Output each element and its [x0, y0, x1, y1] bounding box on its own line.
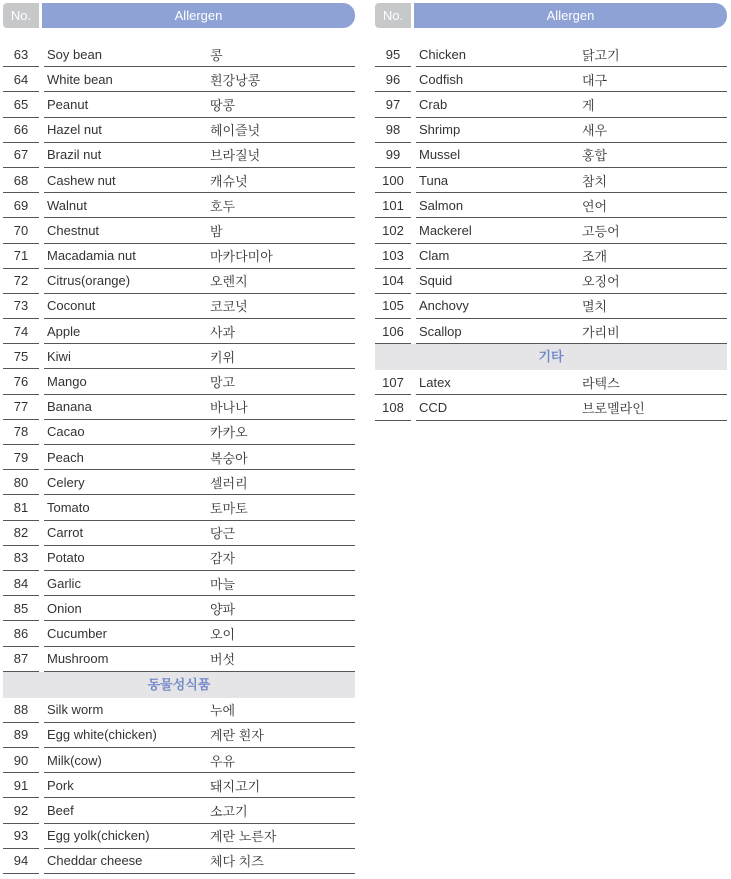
row-number: 89 [3, 723, 39, 748]
allergen-korean: 닭고기 [582, 47, 620, 63]
allergen-english: Mackerel [419, 222, 472, 238]
allergen-english: Soy bean [47, 46, 102, 62]
row-number: 99 [375, 143, 411, 168]
row-cells [416, 269, 727, 294]
allergen-english: Macadamia nut [47, 248, 136, 264]
section-heading: 동물성식품 [3, 672, 355, 698]
allergen-english: Carrot [47, 525, 84, 541]
allergen-korean: 계란 흰자 [210, 728, 264, 744]
row-number: 67 [3, 143, 39, 168]
allergen-english: Egg yolk(chicken) [47, 828, 150, 844]
allergen-english: Peach [47, 449, 84, 465]
allergen-korean: 조개 [582, 249, 608, 265]
row-number: 81 [3, 495, 39, 520]
table-row [3, 521, 355, 546]
row-cells [416, 319, 727, 344]
allergen-korean: 키위 [210, 349, 236, 365]
allergen-korean: 밤 [210, 223, 223, 239]
row-number: 88 [3, 698, 39, 723]
row-number: 84 [3, 571, 39, 596]
row-cells [44, 521, 355, 546]
table-row [375, 168, 727, 193]
table-row [3, 118, 355, 143]
allergen-english: Cashew nut [47, 172, 116, 188]
allergen-korean: 돼지고기 [210, 778, 261, 794]
allergen-english: Beef [47, 803, 74, 819]
row-number: 65 [3, 92, 39, 117]
row-cells [44, 319, 355, 344]
allergen-english: Silk worm [47, 702, 104, 718]
allergen-english: Tomato [47, 499, 90, 515]
row-number: 103 [375, 244, 411, 269]
table-row [3, 193, 355, 218]
allergen-english: Cacao [47, 424, 85, 440]
table-row [3, 269, 355, 294]
rows-group [375, 370, 727, 420]
table-row [375, 42, 727, 67]
row-cells [416, 395, 727, 420]
allergen-english: Mango [47, 374, 87, 390]
row-cells [44, 824, 355, 849]
row-cells [416, 168, 727, 193]
row-number: 83 [3, 546, 39, 571]
row-number: 64 [3, 67, 39, 92]
allergen-korean: 양파 [210, 601, 236, 617]
allergen-english: Walnut [47, 197, 87, 213]
row-cells [44, 621, 355, 646]
row-number: 107 [375, 370, 411, 395]
table-row [3, 546, 355, 571]
row-cells [44, 571, 355, 596]
row-cells [44, 244, 355, 269]
row-cells [44, 420, 355, 445]
allergen-english: Scallop [419, 323, 462, 339]
allergen-table-left [3, 3, 355, 874]
allergen-korean: 새우 [582, 123, 608, 139]
table-row [3, 395, 355, 420]
row-number: 106 [375, 319, 411, 344]
row-cells [44, 798, 355, 823]
allergen-english: Coconut [47, 298, 96, 314]
row-number: 93 [3, 824, 39, 849]
table-row [3, 596, 355, 621]
allergen-korean: 마늘 [210, 576, 236, 592]
row-cells [44, 723, 355, 748]
section-heading: 기타 [375, 344, 727, 370]
row-cells [416, 370, 727, 395]
row-cells [416, 218, 727, 243]
row-cells [416, 42, 727, 67]
allergen-english: Peanut [47, 96, 89, 112]
table-row [375, 143, 727, 168]
row-cells [44, 118, 355, 143]
table-row [3, 92, 355, 117]
row-number: 104 [375, 269, 411, 294]
allergen-english: Salmon [419, 197, 464, 213]
table-row [375, 294, 727, 319]
allergen-english: Celery [47, 474, 85, 490]
row-cells [44, 470, 355, 495]
allergen-korean: 카카오 [210, 425, 248, 441]
allergen-english: Egg white(chicken) [47, 727, 157, 743]
row-number: 96 [375, 67, 411, 92]
allergen-korean: 고등어 [582, 223, 620, 239]
allergen-korean: 바나나 [210, 400, 248, 416]
allergen-english: Shrimp [419, 122, 461, 138]
table-row [375, 218, 727, 243]
allergen-english: Cheddar cheese [47, 853, 143, 869]
table-row [375, 118, 727, 143]
row-number: 98 [375, 118, 411, 143]
allergen-english: Codfish [419, 71, 464, 87]
row-number: 75 [3, 344, 39, 369]
row-cells [416, 118, 727, 143]
row-number: 68 [3, 168, 39, 193]
row-number: 72 [3, 269, 39, 294]
table-row [3, 773, 355, 798]
header-no: No. [375, 3, 411, 28]
allergen-korean: 브라질넛 [210, 148, 261, 164]
table-row [3, 849, 355, 874]
row-cells [44, 369, 355, 394]
row-number: 85 [3, 596, 39, 621]
allergen-english: CCD [419, 400, 448, 416]
allergen-english: Clam [419, 248, 450, 264]
row-cells [44, 445, 355, 470]
allergen-korean: 셀러리 [210, 475, 248, 491]
row-number: 91 [3, 773, 39, 798]
allergen-korean: 복숭아 [210, 450, 248, 466]
allergen-english: White bean [47, 71, 113, 87]
row-number: 86 [3, 621, 39, 646]
allergen-english: Potato [47, 550, 85, 566]
allergen-korean: 가리비 [582, 324, 620, 340]
row-cells [44, 698, 355, 723]
allergen-korean: 오징어 [582, 274, 620, 290]
row-number: 90 [3, 748, 39, 773]
row-number: 92 [3, 798, 39, 823]
row-cells [44, 143, 355, 168]
allergen-korean: 계란 노른자 [210, 829, 277, 845]
row-cells [44, 647, 355, 672]
row-cells [44, 67, 355, 92]
allergen-english: Kiwi [47, 348, 71, 364]
allergen-english: Crab [419, 96, 448, 112]
row-cells [416, 67, 727, 92]
row-cells [44, 168, 355, 193]
row-number: 78 [3, 420, 39, 445]
allergen-korean: 우유 [210, 753, 236, 769]
row-number: 80 [3, 470, 39, 495]
header-no: No. [3, 3, 39, 28]
table-header [3, 3, 355, 28]
allergen-korean: 참치 [582, 173, 608, 189]
allergen-korean: 체다 치즈 [210, 854, 264, 870]
table-row [3, 319, 355, 344]
allergen-korean: 호두 [210, 198, 236, 214]
row-number: 94 [3, 849, 39, 874]
row-cells [44, 773, 355, 798]
allergen-english: Squid [419, 273, 453, 289]
table-row [375, 244, 727, 269]
table-row [3, 67, 355, 92]
allergen-korean: 토마토 [210, 500, 248, 516]
row-number: 70 [3, 218, 39, 243]
row-cells [416, 244, 727, 269]
row-cells [44, 395, 355, 420]
row-cells [44, 748, 355, 773]
allergen-english: Pork [47, 777, 74, 793]
row-cells [44, 92, 355, 117]
row-cells [44, 596, 355, 621]
allergen-korean: 코코넛 [210, 299, 248, 315]
row-cells [416, 143, 727, 168]
allergen-korean: 사과 [210, 324, 236, 340]
table-row [3, 647, 355, 672]
row-cells [44, 344, 355, 369]
table-header [375, 3, 727, 28]
row-number: 108 [375, 395, 411, 420]
header-allergen: Allergen [42, 3, 355, 28]
allergen-korean: 버섯 [210, 652, 236, 668]
table-row [3, 621, 355, 646]
rows-group [375, 42, 727, 344]
table-row [3, 748, 355, 773]
row-number: 69 [3, 193, 39, 218]
allergen-korean: 라텍스 [582, 375, 620, 391]
table-row [3, 445, 355, 470]
table-row [3, 143, 355, 168]
allergen-english: Hazel nut [47, 122, 102, 138]
allergen-korean: 흰강낭콩 [210, 72, 261, 88]
allergen-english: Mussel [419, 147, 461, 163]
row-cells [416, 193, 727, 218]
table-row [375, 370, 727, 395]
allergen-korean: 오이 [210, 626, 236, 642]
allergen-korean: 헤이즐넛 [210, 123, 261, 139]
allergen-korean: 콩 [210, 47, 223, 63]
row-number: 66 [3, 118, 39, 143]
row-number: 95 [375, 42, 411, 67]
row-cells [44, 218, 355, 243]
table-row [375, 395, 727, 420]
table-row [3, 218, 355, 243]
table-row [375, 92, 727, 117]
table-row [3, 798, 355, 823]
table-row [3, 42, 355, 67]
table-row [3, 344, 355, 369]
row-number: 77 [3, 395, 39, 420]
allergen-korean: 소고기 [210, 804, 248, 820]
allergen-english: Anchovy [419, 298, 469, 314]
table-row [3, 723, 355, 748]
allergen-korean: 망고 [210, 375, 236, 391]
row-cells [416, 92, 727, 117]
allergen-korean: 오렌지 [210, 274, 248, 290]
table-row [3, 824, 355, 849]
row-number: 73 [3, 294, 39, 319]
allergen-korean: 당근 [210, 526, 236, 542]
table-row [3, 571, 355, 596]
row-cells [44, 193, 355, 218]
row-number: 105 [375, 294, 411, 319]
table-row [3, 244, 355, 269]
table-row [375, 269, 727, 294]
table-row [3, 294, 355, 319]
allergen-korean: 홍합 [582, 148, 608, 164]
allergen-english: Tuna [419, 172, 449, 188]
allergen-english: Garlic [47, 575, 81, 591]
row-number: 102 [375, 218, 411, 243]
row-cells [44, 849, 355, 874]
row-cells [44, 294, 355, 319]
table-row [3, 495, 355, 520]
row-number: 87 [3, 647, 39, 672]
row-cells [44, 495, 355, 520]
row-number: 101 [375, 193, 411, 218]
table-row [3, 470, 355, 495]
allergen-english: Chicken [419, 46, 466, 62]
table-row [3, 168, 355, 193]
row-cells [44, 546, 355, 571]
allergen-english: Milk(cow) [47, 752, 102, 768]
allergen-korean: 멸치 [582, 299, 608, 315]
allergen-korean: 브로멜라인 [582, 401, 645, 417]
allergen-english: Cucumber [47, 625, 107, 641]
row-cells [416, 294, 727, 319]
row-number: 63 [3, 42, 39, 67]
allergen-english: Apple [47, 323, 81, 339]
row-cells [44, 269, 355, 294]
allergen-english: Banana [47, 399, 92, 415]
row-cells [44, 42, 355, 67]
allergen-english: Chestnut [47, 222, 100, 238]
row-number: 76 [3, 369, 39, 394]
rows-group [3, 42, 355, 672]
table-row [3, 420, 355, 445]
allergen-korean: 캐슈넛 [210, 173, 248, 189]
table-row [3, 369, 355, 394]
allergen-korean: 게 [582, 97, 595, 113]
row-number: 82 [3, 521, 39, 546]
row-number: 79 [3, 445, 39, 470]
allergen-korean: 연어 [582, 198, 608, 214]
table-row [375, 193, 727, 218]
table-row [3, 698, 355, 723]
row-number: 74 [3, 319, 39, 344]
allergen-english: Latex [419, 374, 451, 390]
allergen-english: Mushroom [47, 651, 109, 667]
allergen-korean: 땅콩 [210, 97, 236, 113]
allergen-english: Brazil nut [47, 147, 102, 163]
header-allergen: Allergen [414, 3, 727, 28]
row-number: 71 [3, 244, 39, 269]
row-number: 97 [375, 92, 411, 117]
table-row [375, 319, 727, 344]
row-number: 100 [375, 168, 411, 193]
allergen-korean: 마카다미아 [210, 249, 273, 265]
allergen-english: Onion [47, 600, 82, 616]
allergen-korean: 감자 [210, 551, 236, 567]
rows-group [3, 698, 355, 874]
allergen-korean: 누에 [210, 703, 236, 719]
allergen-english: Citrus(orange) [47, 273, 131, 289]
allergen-korean: 대구 [582, 72, 608, 88]
allergen-table-right [375, 3, 727, 421]
table-row [375, 67, 727, 92]
